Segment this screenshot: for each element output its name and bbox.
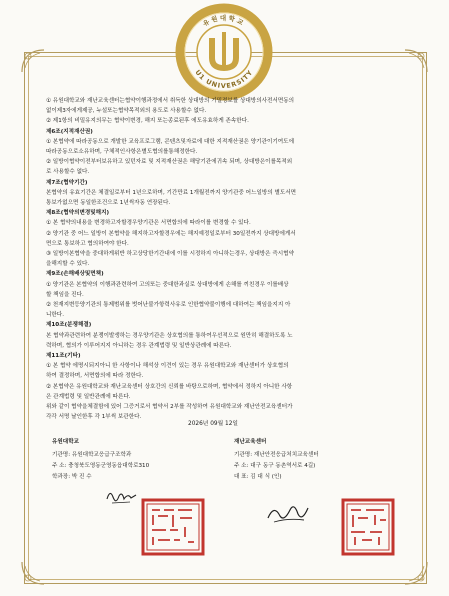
corner-ornament [403, 48, 429, 74]
party-right-line: 주 소: 대구 동구 동촌역서로 4길) [234, 463, 316, 469]
article-text-line: ① 본 협약 에명시되지아니 한 사항이나 해석상 이견이 있는 경우 유원대학교와 재난센터가 상호협의 [46, 363, 289, 370]
article-text-line: 본협약의 유효기간은 체결일로부터 1년으로하며, 기간만료 1개월전까지 양기관중 어느일방의 별도서면 [46, 189, 297, 196]
agreement-date: 2026년 09월 12일 [188, 421, 238, 427]
party-right [234, 437, 319, 483]
party-left-line: 학과장: 박 진 수 [52, 474, 92, 480]
article-text-line: ① 본협약에 따라공동으로 개발한 교육프로그램, 콘텐츠및자료에 대한 지적재산권은 양기관이기여도에 [46, 138, 294, 145]
seal-stamp-right [340, 497, 396, 557]
article-text-line: ③ 일방이본협약을 중대하게위반 하고상당한기간내에 이를 시정하지 아니하는경우, 상대방은 즉시협약 [46, 251, 294, 258]
article-text-line: 할 책임을 진다. [46, 291, 84, 298]
party-left-line: 주 소: 충청북도영동군영동읍대학로310 [52, 463, 150, 469]
article-text-line: ② 제1항의 비밀유지의무는 협약이변경, 해지 또는종료된후 에도유효하게 존속한다. [46, 118, 249, 125]
emblem-top-text: 유원대학교 [201, 14, 247, 28]
article-text-line: 니한다. [46, 312, 64, 319]
university-emblem [174, 2, 274, 102]
party-right-name: 재난교육센터 [234, 439, 267, 445]
article-text-line: 위와 같이 협약을체결함에 있어 그증거로서 협약서 2부를 작성하여 유원대학교와 재난안전교육센터가 [46, 404, 293, 411]
article-text-line: 하여 결정하며, 서면합의에 따라 정한다. [46, 373, 144, 380]
article-text-line: 통보가없으면 동일한조건으로 1년씩자동 연장된다. [46, 200, 171, 207]
article-heading: 제10조(분쟁해결) [46, 322, 92, 329]
article-heading: 제6조(지적재산권) [46, 128, 93, 135]
signature-left [104, 485, 140, 507]
article-text-line: 력하며, 협의가 이루어지지 아니하는 경우 관계법령 및 일반상관례에 따른다. [46, 342, 232, 349]
article-text-line: ① 양기관은 본협약의 이행과관련하여 고의또는 중대한과실로 상대방에게 손해를 끼친경우 이를배상 [46, 281, 289, 288]
article-heading: 제11조(기타) [46, 353, 81, 360]
party-right-line: 대 표: 김 대 식 (인) [234, 474, 282, 480]
article-text-line: ① 유원대학교와 재난교육센터는협약이행과정에서 취득한 상대방의 기밀정보를 상대방의사전서면동의 [46, 98, 295, 104]
party-left [52, 437, 149, 483]
corner-ornament [20, 48, 46, 74]
article-text-line: ② 본협약은 유원대학교와 재난교육센터 상호간의 신뢰를 바탕으로하며, 협약에서 정하지 아니한 사항 [46, 383, 293, 390]
emblem-bottom-text: U1 UNIVERSITY [193, 68, 255, 91]
article-text-line: 로 사용할수 없다. [46, 169, 90, 176]
article-text-line: 은 관계법령 및 일반관례에 따른다. [46, 393, 131, 400]
article-heading: 제8조(협약의변경및해지) [46, 210, 110, 217]
corner-ornament [403, 560, 429, 586]
article-text-line: ② 일방이협약이전부터보유하고 있던자료 및 지적재산권은 해당기관에귀속 되며, 상대방은이를목적외 [46, 159, 293, 166]
article-text-line: ① 본 협약의내용을 변경하고자할경우양기관은 서면합의에 따라이를 변경할 수 있다. [46, 220, 251, 227]
article-text-line: 없이제3자에게제공, 누설또는협약목적외의 용도로 사용할수 없다. [46, 108, 207, 115]
seal-stamp-left [140, 497, 206, 557]
article-text-line: 각각 서명 날인한후 각 1부씩 보관한다. [46, 414, 142, 421]
party-right-line: 기관명: 재난안전응급처치교육센터 [234, 452, 319, 458]
article-text-line: ② 천재지변등양기관의 통제범위를 벗어난불가항력사유로 인한협약불이행에 대하여는 책임을지지 아 [46, 302, 291, 309]
party-left-line: 기관명: 유원대학교응급구조학과 [52, 452, 132, 458]
article-heading: 제7조(협약기간) [46, 179, 88, 186]
article-text-line: ② 양기관 중 어느 일방이 본협약을 해지하고자할경우에는 해지예정일로부터 30일전까지 상대방에게서 [46, 230, 296, 237]
article-heading: 제9조(손해배상및면책) [46, 271, 104, 278]
agreement-body [46, 96, 404, 423]
party-left-name: 유원대학교 [52, 439, 80, 445]
article-text-line: 을해지할 수 있다. [46, 261, 90, 268]
article-text-line: 본 협약과관련하여 분쟁이발생하는 경우양기관은 상호협의를 통하여우선적으로 원만히 해결하도록 노 [46, 332, 293, 339]
article-text-line: 따라공동으로소유하며, 구체적인사항은별도협의를통해정한다. [46, 149, 198, 156]
signature-right [264, 496, 312, 530]
corner-ornament [20, 560, 46, 586]
article-text-line: 면으로 통보하고 협의하여야 한다. [46, 240, 129, 247]
